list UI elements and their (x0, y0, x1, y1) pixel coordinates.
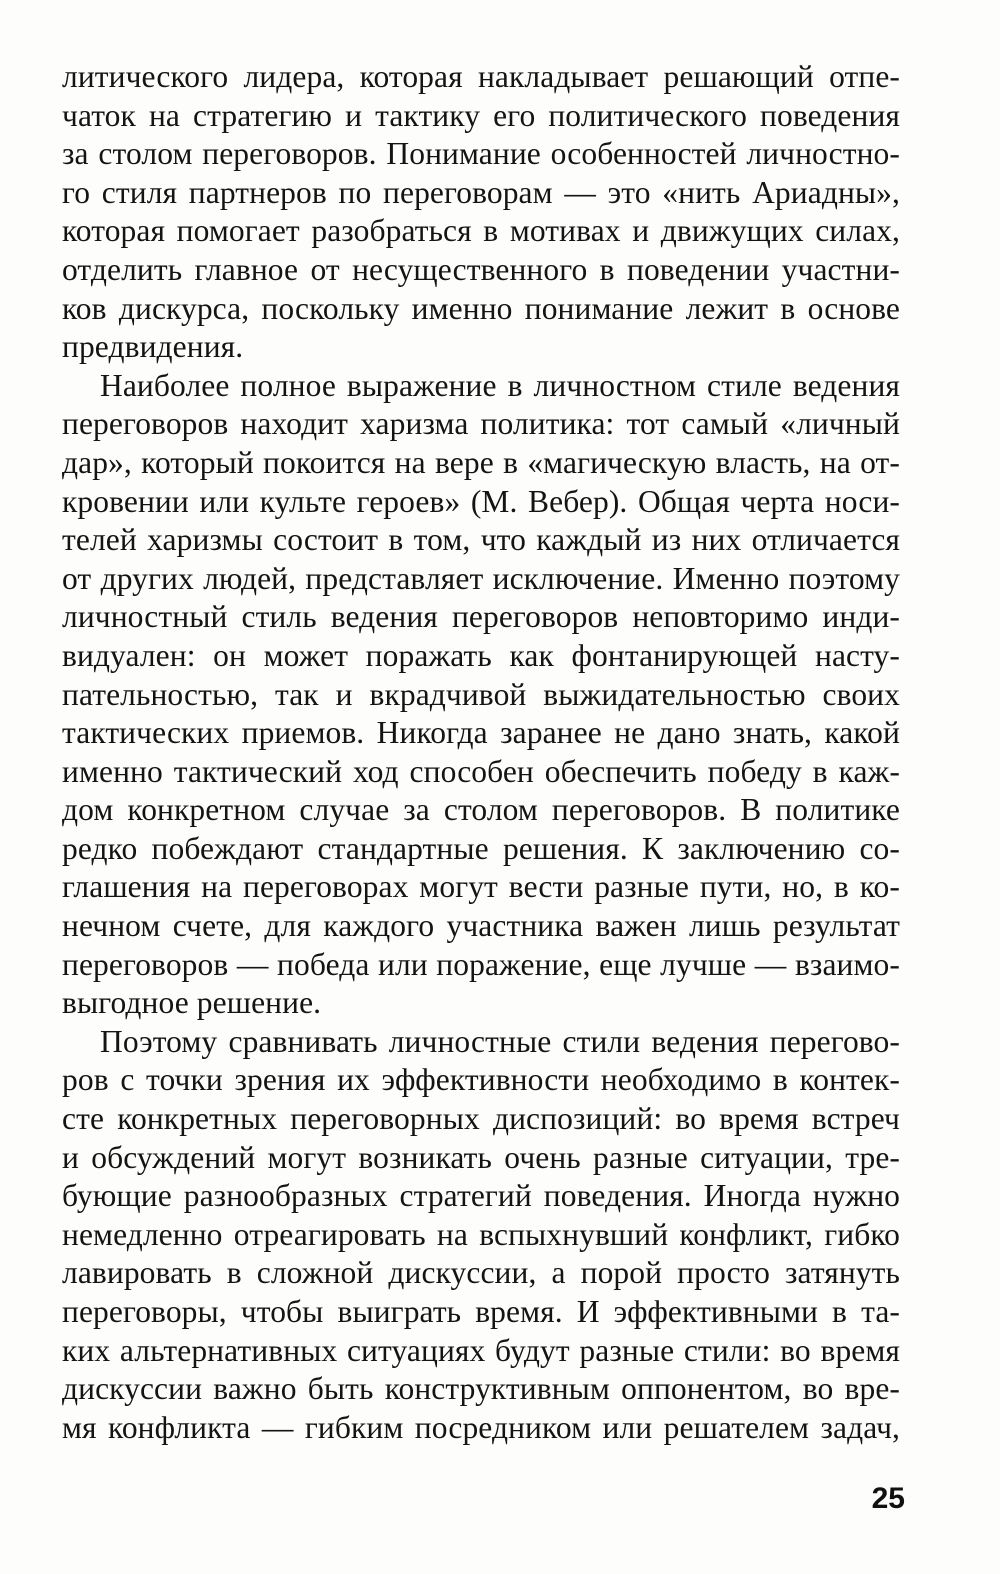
text-line: чаток на стратегию и тактику его политического поведения (62, 97, 900, 133)
text-line: личностный стиль ведения переговоров неповторимо инди- (62, 599, 900, 635)
text-line: именно тактический ход способен обеспечить победу в каж- (62, 753, 900, 789)
text-line: Наиболее полное выражение в личностном стиле ведения (100, 367, 900, 403)
text-line: пательностью, так и вкрадчивой выжидательностью своих (62, 676, 900, 712)
text-line: ров с точки зрения их эффективности необходимо в контек- (62, 1062, 900, 1098)
text-line: редко побеждают стандартные решения. К заключению со- (62, 830, 900, 866)
text-line: от других людей, представляет исключение. Именно поэтому (62, 560, 900, 596)
text-line: которая помогает разобраться в мотивах и движущих силах, (62, 213, 900, 249)
text-line: отделить главное от несущественного в поведении участни- (62, 251, 900, 287)
body-text (62, 58, 900, 1447)
text-line: переговоров находит харизма политика: тот самый «личный (62, 406, 900, 442)
text-line: бующие разнообразных стратегий поведения. Иногда нужно (62, 1178, 900, 1214)
text-line: переговоры, чтобы выиграть время. И эффективными в та- (62, 1294, 900, 1329)
text-line: литического лидера, которая накладывает решающий отпе- (62, 59, 900, 94)
paragraph-3 (62, 1023, 900, 1448)
text-line: и обсуждений могут возникать очень разные ситуации, тре- (62, 1139, 900, 1175)
text-line: го стиля партнеров по переговорам — это «нить Ариадны», (62, 174, 900, 210)
text-line: лавировать в сложной дискуссии, а порой просто затянуть (62, 1255, 900, 1291)
text-line: за столом переговоров. Понимание особенностей личностно- (62, 136, 900, 172)
paragraph-2 (62, 367, 900, 1023)
text-line: мя конфликта — гибким посредником или решателем задач, (62, 1409, 900, 1445)
text-line: дар», который покоится на вере в «магическую власть, на от- (62, 444, 900, 480)
text-line: тактических приемов. Никогда заранее не дано знать, какой (62, 715, 900, 751)
text-line: предвидения. (62, 329, 244, 365)
text-line: телей харизмы состоит в том, что каждый из них отличается (62, 522, 900, 558)
paragraph-1 (62, 58, 900, 367)
text-line: кровении или культе героев» (М. Вебер). Общая черта носи- (62, 483, 900, 519)
text-line: дискуссии важно быть конструктивным оппонентом, во вре- (62, 1371, 900, 1407)
text-line: дом конкретном случае за столом переговоров. В политике (62, 792, 900, 828)
text-line: ких альтернативных ситуациях будут разные стили: во время (62, 1332, 900, 1368)
text-line: нечном счете, для каждого участника важен лишь результат (62, 908, 900, 944)
text-line: немедленно отреагировать на вспыхнувший конфликт, гибко (62, 1216, 900, 1252)
text-line: выгодное решение. (62, 985, 322, 1021)
page-number: 25 (871, 1482, 905, 1515)
text-line: глашения на переговорах могут вести разные пути, но, в ко- (62, 869, 900, 905)
text-line: Поэтому сравнивать личностные стили ведения перегово- (100, 1023, 900, 1059)
text-line: видуален: он может поражать как фонтанирующей насту- (62, 637, 900, 673)
text-line: переговоров — победа или поражение, еще лучше — взаимо- (62, 946, 900, 982)
text-line: сте конкретных переговорных диспозиций: во время встреч (62, 1101, 900, 1137)
text-line: ков дискурса, поскольку именно понимание лежит в основе (62, 290, 900, 326)
